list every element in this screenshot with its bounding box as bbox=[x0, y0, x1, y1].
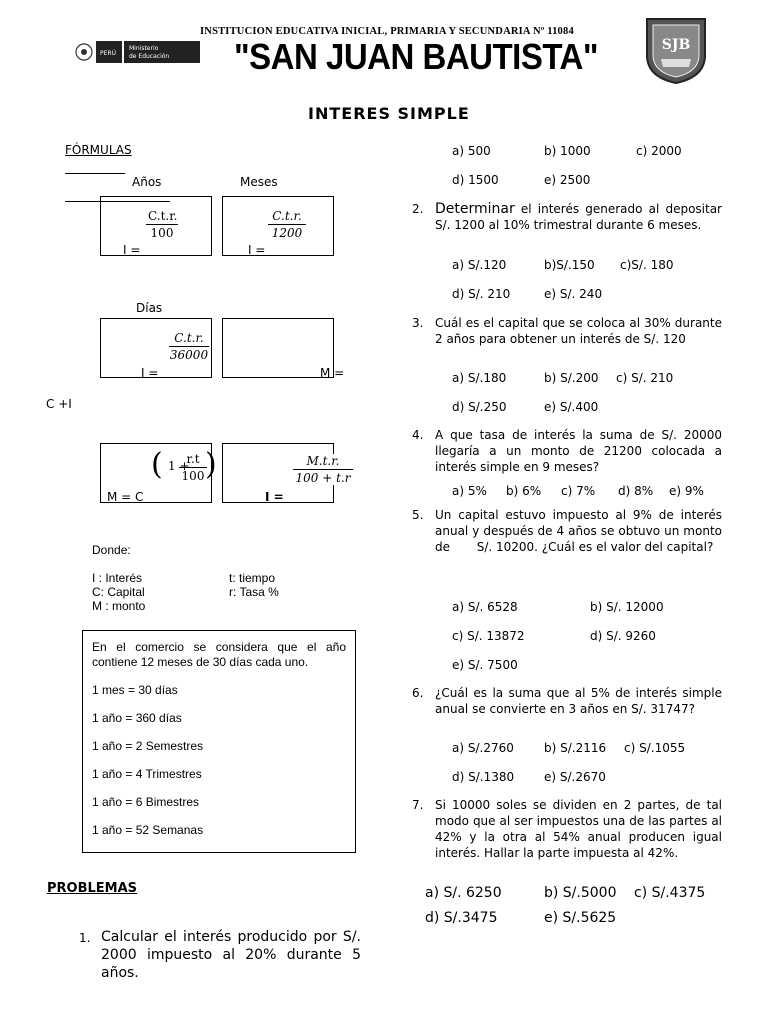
problem-number: 7. bbox=[412, 798, 424, 812]
svg-text:SJB: SJB bbox=[661, 37, 691, 53]
problem-5 bbox=[412, 507, 726, 571]
legend-t: t: tiempo bbox=[229, 571, 276, 585]
option: d) 8% bbox=[618, 484, 654, 498]
option: e) 9% bbox=[669, 484, 704, 498]
problem-3 bbox=[412, 315, 722, 363]
c-plus-i: C +I bbox=[46, 397, 72, 411]
legend-i: I : Interés bbox=[92, 571, 143, 585]
legend-heading: Donde: bbox=[92, 543, 131, 557]
label-days: Días bbox=[136, 301, 163, 315]
formula-box-days bbox=[100, 318, 212, 378]
problem-number: 6. bbox=[412, 686, 424, 700]
svg-text:Ministerio: Ministerio bbox=[129, 45, 159, 52]
formula-box-months bbox=[222, 196, 334, 256]
school-name: "SAN JUAN BAUTISTA" bbox=[234, 36, 599, 77]
option: b) S/.200 bbox=[544, 371, 599, 385]
option: d) S/.250 bbox=[452, 400, 507, 414]
option: c) S/.4375 bbox=[634, 885, 706, 901]
problem-number: 3. bbox=[412, 316, 424, 330]
i-equals: I = bbox=[141, 366, 159, 380]
formula-box-amount bbox=[222, 318, 334, 378]
option: b) 6% bbox=[506, 484, 542, 498]
option: b) S/.2116 bbox=[544, 741, 607, 755]
problem-number: 2. bbox=[412, 202, 424, 216]
legend-c: C: Capital bbox=[92, 585, 145, 599]
m-equals: M = bbox=[320, 366, 345, 380]
problem-2 bbox=[412, 201, 722, 249]
m-equals-c: M = C bbox=[107, 490, 144, 504]
option: e) S/.400 bbox=[544, 400, 599, 414]
problem-text: Cuál es el capital que se coloca al 30% durante 2 años para obtener un interés de S/. 120 bbox=[435, 316, 722, 346]
option: a) 500 bbox=[452, 144, 491, 158]
legend-r: r: Tasa % bbox=[229, 585, 279, 599]
option: d) S/. 9260 bbox=[590, 629, 656, 643]
i-equals-bold: I = bbox=[265, 490, 284, 504]
problems-heading: PROBLEMAS bbox=[47, 881, 138, 896]
note-intro: En el comercio se considera que el año contiene 12 meses de 30 días cada uno. bbox=[92, 640, 346, 669]
option: e) S/.2670 bbox=[544, 770, 606, 784]
option: a) S/. 6528 bbox=[452, 600, 518, 614]
page-title: INTERES SIMPLE bbox=[308, 104, 470, 123]
fraction-years: $\frac{C.t.r.}{100}$ bbox=[148, 209, 178, 240]
note-line: 1 año = 2 Semestres bbox=[92, 739, 204, 753]
problem-number: 4. bbox=[412, 428, 424, 442]
paren-right: ) bbox=[205, 447, 217, 482]
svg-text:PERÚ: PERÚ bbox=[100, 50, 116, 57]
option: b) S/. 12000 bbox=[590, 600, 664, 614]
note-line: 1 año = 4 Trimestres bbox=[92, 767, 202, 781]
problem-text: Un capital estuvo impuesto al 9% de interés anual y después de 4 años se obtuvo un monto de S/. 10200. ¿Cuál es el valor del capital? bbox=[435, 508, 726, 554]
option: d) S/.3475 bbox=[425, 910, 498, 926]
formula-box-amount-capital bbox=[100, 443, 217, 504]
fraction-days: $\frac{C.t.r.}{36000}$ bbox=[169, 331, 209, 362]
option: d) 1500 bbox=[452, 173, 499, 187]
problem-6 bbox=[412, 685, 722, 733]
option: a) S/. 6250 bbox=[425, 885, 502, 901]
problem-text: ¿Cuál es la suma que al 5% de interés simple anual se convierte en 3 años en S/. 31747? bbox=[435, 686, 722, 716]
problem-text: A que tasa de interés la suma de S/. 20000 llegaría a un monto de 21200 colocada a interés simple en 9 meses? bbox=[435, 428, 722, 474]
i-equals: I = bbox=[248, 243, 266, 257]
option: c) 7% bbox=[561, 484, 596, 498]
note-box bbox=[82, 630, 356, 853]
fraction-rt: $\frac{r.t}{100}$ bbox=[179, 452, 207, 483]
problem-text: Determinar el interés generado al depositar S/. 1200 al 10% trimestral durante 6 meses. bbox=[435, 201, 722, 232]
problem-7 bbox=[412, 797, 722, 877]
divider bbox=[65, 173, 125, 174]
problem-text: Calcular el interés producido por S/. 2000 impuesto al 20% durante 5 años. bbox=[101, 929, 361, 981]
option: e) S/.5625 bbox=[544, 910, 617, 926]
option: b)S/.150 bbox=[544, 258, 595, 272]
note-line: 1 año = 52 Semanas bbox=[92, 823, 204, 837]
option: a) S/.120 bbox=[452, 258, 507, 272]
option: c) 2000 bbox=[636, 144, 682, 158]
problem-4 bbox=[412, 427, 722, 475]
paren-left: ( bbox=[151, 447, 163, 482]
option: d) S/. 210 bbox=[452, 287, 511, 301]
option: a) S/.180 bbox=[452, 371, 507, 385]
school-seal-icon bbox=[643, 15, 709, 85]
option: e) S/. 7500 bbox=[452, 658, 518, 672]
problem-number: 1. bbox=[79, 931, 91, 945]
option: b) S/.5000 bbox=[544, 885, 617, 901]
ministry-logo bbox=[74, 41, 202, 63]
problem-text: Si 10000 soles se dividen en 2 partes, de tal modo que al ser impuestos una de las partes al 42% y la otra al 54% anual producen igual interés. Hallar la parte impuesta al 42%. bbox=[435, 798, 722, 860]
note-line: 1 año = 360 días bbox=[92, 711, 182, 725]
option: e) 2500 bbox=[544, 173, 591, 187]
formula-box-interest-amount bbox=[222, 443, 351, 504]
one-plus: 1 + bbox=[168, 459, 190, 473]
option: c)S/. 180 bbox=[620, 258, 674, 272]
i-equals: I = bbox=[123, 243, 141, 257]
option: c) S/. 210 bbox=[616, 371, 674, 385]
formulas-heading: FÓRMULAS bbox=[65, 143, 132, 157]
svg-text:de Educación: de Educación bbox=[129, 53, 170, 60]
option: c) S/. 13872 bbox=[452, 629, 525, 643]
problem-number: 5. bbox=[412, 508, 424, 522]
option: a) S/.2760 bbox=[452, 741, 514, 755]
fraction-months: $\frac{C.t.r.}{1200}$ bbox=[268, 209, 306, 240]
note-line: 1 año = 6 Bimestres bbox=[92, 795, 200, 809]
institution-name: INSTITUCION EDUCATIVA INICIAL, PRIMARIA Y SECUNDARIA Nº 11084 bbox=[200, 26, 574, 37]
option: c) S/.1055 bbox=[624, 741, 686, 755]
option: b) 1000 bbox=[544, 144, 591, 158]
option: d) S/.1380 bbox=[452, 770, 515, 784]
label-years: Años bbox=[132, 175, 162, 189]
option: a) 5% bbox=[452, 484, 487, 498]
formula-box-years bbox=[100, 196, 212, 256]
label-months: Meses bbox=[240, 175, 278, 189]
option: e) S/. 240 bbox=[544, 287, 603, 301]
fraction-mtr: $\frac{M.t.r.}{100 + t.r}$ bbox=[293, 454, 353, 485]
note-line: 1 mes = 30 días bbox=[92, 683, 178, 697]
legend-m: M : monto bbox=[92, 599, 146, 613]
